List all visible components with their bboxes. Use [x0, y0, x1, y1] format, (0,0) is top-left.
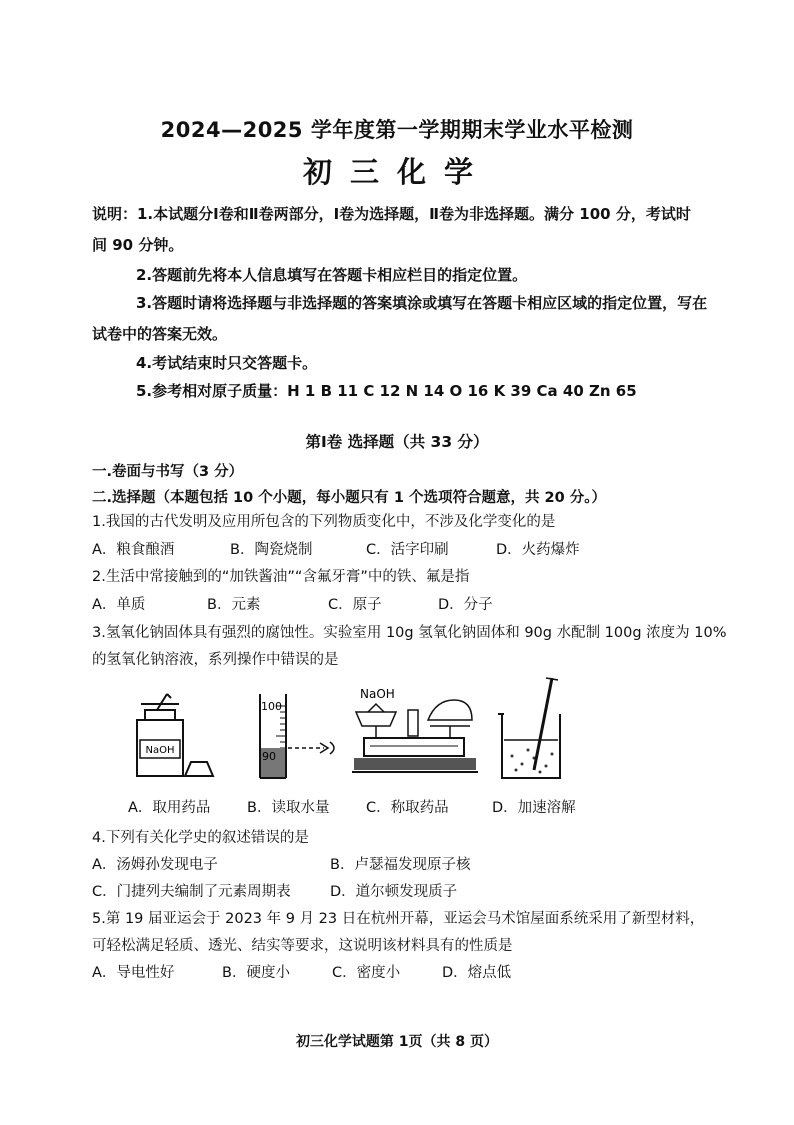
q2-stem: 2.生活中常接触到的“加铁酱油”“含氟牙膏”中的铁、氟是指	[92, 569, 470, 585]
q3-option-a: A．取用药品	[128, 800, 211, 816]
note-1-cont: 间 90 分钟。	[92, 236, 184, 254]
bottle-label: NaOH	[145, 745, 175, 756]
q2-option-c: C．原子	[328, 597, 382, 613]
q5-stem-line1: 5.第 19 届亚运会于 2023 年 9 月 23 日在杭州开幕，亚运会马术馆屋面系统采用了新型材料，	[92, 911, 705, 927]
q4-stem: 4.下列有关化学史的叙述错误的是	[92, 830, 309, 846]
q2-option-d: D．分子	[438, 597, 493, 613]
note-2: 2.答题前先将本人信息填写在答题卡相应栏目的指定位置。	[136, 266, 528, 284]
balance-label: NaOH	[360, 687, 395, 701]
q1-option-d: D．火药爆炸	[496, 542, 580, 558]
q3-option-d: D．加速溶解	[492, 800, 576, 816]
q5-option-c: C．密度小	[332, 965, 401, 981]
part-1-heading: 一.卷面与书写（3 分）	[92, 464, 244, 480]
q5-option-d: D．熔点低	[442, 965, 512, 981]
note-5: 5.参考相对原子质量：H 1 B 11 C 12 N 14 O 16 K 39 Ca 40 Zn 65	[136, 382, 637, 400]
note-1: 说明：1.本试题分Ⅰ卷和Ⅱ卷两部分，Ⅰ卷为选择题，Ⅱ卷为非选择题。满分 100 分，考试时	[92, 205, 691, 223]
q4-option-a: A．汤姆孙发现电子	[92, 857, 218, 873]
q4-option-b: B．卢瑟福发现原子核	[330, 857, 471, 873]
q4-option-d: D．道尔顿发现质子	[330, 884, 458, 900]
note-3-cont: 试卷中的答案无效。	[92, 325, 228, 343]
note-4: 4.考试结束时只交答题卡。	[136, 354, 318, 372]
q1-option-a: A．粮食酿酒	[92, 542, 175, 558]
cylinder-mark-bottom: 90	[262, 750, 276, 763]
q5-option-a: A．导电性好	[92, 965, 175, 981]
q4-option-c: C．门捷列夫编制了元素周期表	[92, 884, 291, 900]
cylinder-mark-top: 100	[261, 700, 282, 713]
q1-stem: 1.我国的古代发明及应用所包含的下列物质变化中，不涉及化学变化的是	[92, 514, 556, 530]
part-2-heading: 二.选择题（本题包括 10 个小题，每小题只有 1 个选项符合题意，共 20 分。）	[92, 490, 606, 506]
page-footer: 初三化学试题第 1页（共 8 页）	[295, 1034, 499, 1050]
q2-option-b: B．元素	[207, 597, 261, 613]
reagent-bottle-figure	[125, 690, 220, 785]
q3-option-b: B．读取水量	[247, 800, 330, 816]
beaker-figure	[494, 674, 584, 786]
graduated-cylinder-figure	[246, 690, 346, 785]
balance-figure	[350, 686, 480, 786]
q5-option-b: B．硬度小	[222, 965, 290, 981]
exam-subject: 初三化学	[302, 155, 491, 189]
q2-option-a: A．单质	[92, 597, 146, 613]
exam-title: 2024—2025 学年度第一学期期末学业水平检测	[160, 118, 634, 142]
q3-stem-line2: 的氢氧化钠溶液，系列操作中错误的是	[92, 652, 339, 668]
q1-option-c: C．活字印刷	[366, 542, 449, 558]
q3-stem-line1: 3.氢氧化钠固体具有强烈的腐蚀性。实验室用 10g 氢氧化钠固体和 90g 水配制 100g 浓度为 10%	[92, 625, 727, 641]
note-3: 3.答题时请将选择题与非选择题的答案填涂或填写在答题卡相应区域的指定位置，写在	[136, 294, 708, 312]
section-title: 第Ⅰ卷 选择题（共 33 分）	[305, 433, 489, 451]
q3-option-c: C．称取药品	[366, 800, 449, 816]
q5-stem-line2: 可轻松满足轻质、透光、结实等要求，这说明该材料具有的性质是	[92, 938, 513, 954]
q1-option-b: B．陶瓷烧制	[230, 542, 313, 558]
